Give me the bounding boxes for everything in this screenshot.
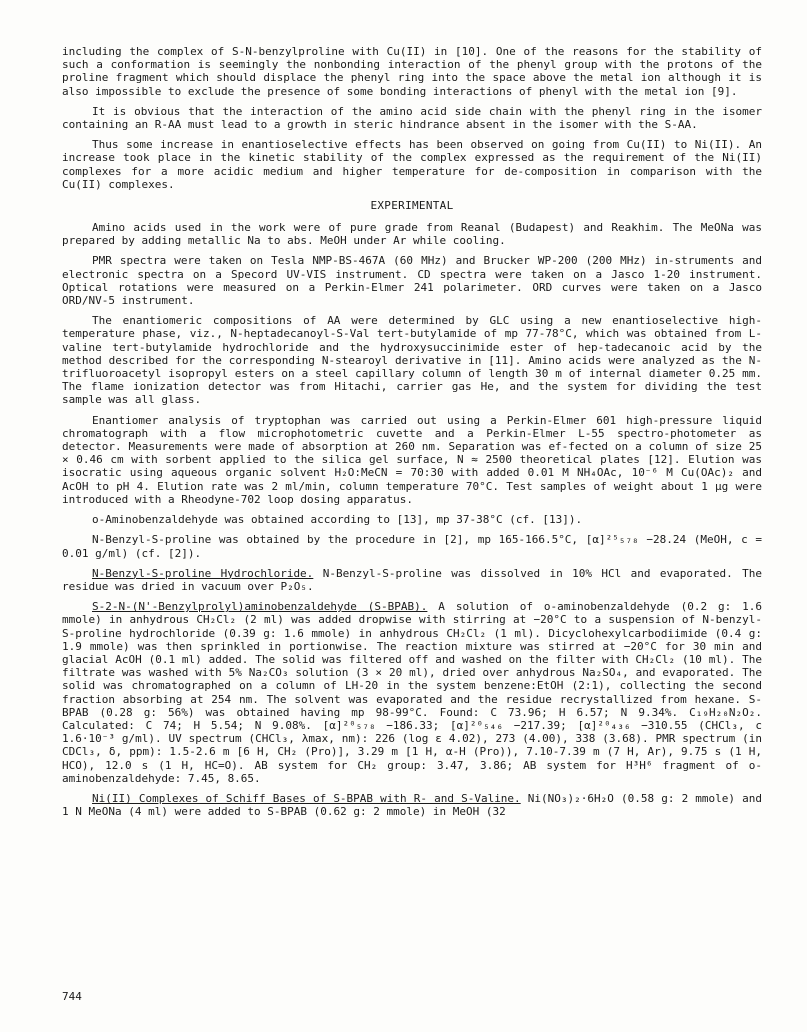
bpab-title: S-2-N-(N'-Benzylprolyl)aminobenzaldehyde (S-BPAB). <box>92 600 428 614</box>
paragraph-hydrochloride <box>62 567 762 593</box>
paragraph-glc: The enantiomeric compositions of AA were determined by GLC using a new enantioselective high-temperature phase, viz., N-heptadecanoyl-S-Val tert-butylamide of mp 77-78°C, which was obtained from L-valine tert-butylamide hydrochloride and the hydroxysuccinimide ester of hep-tadecanoic acid by the method described for the corresponding N-stearoyl derivative in [11]. Amino acids were analyzed as the N-trifluoroacetyl isopropyl esters on a steel capillary column of length 30 m of internal diameter 0.25 mm. The flame ionization detector was from Hitachi, carrier gas He, and the system for dividing the test sample was all glass. <box>62 314 762 407</box>
nickel-title: Ni(II) Complexes of Schiff Bases of S-BPAB with R- and S-Valine. <box>92 791 521 805</box>
paragraph-hplc: Enantiomer analysis of tryptophan was carried out using a Perkin-Elmer 601 high-pressure liquid chromatograph with a flow microphotometric cuvette and a Perkin-Elmer L-55 spectro-photometer as detector. Measurements were made of absorption at 260 nm. Separation was ef-fected on a column of size 25 × 0.46 cm with sorbent applied to the silica gel surface, N ≈ 2500 theoretical plates [12]. Elution was isocratic using aqueous organic solvent H₂O:MeCN = 70:30 with added 0.01 M NH₄OAc, 10⁻⁶ M Cu(OAc)₂ and AcOH to pH 4. Elution rate was 2 ml/min, column temperature 70°C. Test samples of weight about 1 μg were introduced with a Rheodyne-702 loop dosing apparatus. <box>62 413 762 506</box>
paragraph-materials: Amino acids used in the work were of pure grade from Reanal (Budapest) and Reakhim. The MeONa was prepared by adding metallic Na to abs. MeOH under Ar while cooling. <box>62 221 762 248</box>
bpab-text: A solution of o-aminobenzaldehyde (0.2 g: 1.6 mmole) in anhydrous CH₂Cl₂ (2 ml) was added dropwise with stirring at −20°C to a suspension of N-benzyl-S-proline hydrochloride (0.39 g: 1.6 mmole) in anhydrous CH₂Cl₂ (1 ml). Dicyclohexylcarbodiimide (0.4 g: 1.9 mmole) was then sprinkled in portionwise. The reaction mixture was stirred at −20°C for 30 min and glacial AcOH (0.1 ml) added. The solid was filtered off and washed on the filter with CH₂Cl₂ (10 ml). The filtrate was washed with 5% Na₂CO₃ solution (3 × 20 ml), dried over anhydrous Na₂SO₄, and evaporated. The solid was chromatographed on a column of LH-20 in the system benzene:EtOH (2:1), collecting the second fraction absorbing at 254 nm. The solvent was evaporated and the residue recrystallized from hexane. S-BPAB (0.28 g: 56%) was obtained having mp 98-99°C. Found: C 73.96; H 6.57; N 9.34%. C₁₉H₂₀N₂O₂. Calculated: C 74; H 5.54; N 9.08%. [α]²⁰₅₇₈ −186.33; [α]²⁰₅₄₆ −217.39; [α]²⁰₄₃₆ −310.55 (CHCl₃, c 1.6·10⁻³ g/ml). UV spectrum (CHCl₃, λmax, nm): 226 (log ε 4.02), 273 (4.00), 338 (3.68). PMR spectrum (in CDCl₃, δ, ppm): 1.5-2.6 m [6 H, CH₂ (Pro)], 3.29 m [1 H, α-H (Pro)), 7.10-7.39 m (7 H, Ar), 9.75 s (1 H, HCO), 12.0 s (1 H, HC=O). AB system for CH₂ group: 3.47, 3.86; AB system for H³H⁶ fragment of o-aminobenzaldehyde: 7.45, 8.65. <box>62 600 762 785</box>
paragraph-intro-3: Thus some increase in enantioselective effects has been observed on going from Cu(II) to Ni(II). An increase took place in the kinetic stability of the complex expressed as the requirement of the Ni(II) complexes for a more acidic medium and higher temperature for de-composition in comparison with the Cu(II) complexes. <box>62 138 762 191</box>
hydrochloride-title: N-Benzyl-S-proline Hydrochloride. <box>92 566 314 580</box>
paragraph-instruments: PMR spectra were taken on Tesla NMP-BS-467A (60 MHz) and Brucker WP-200 (200 MHz) in-struments and electronic spectra on a Specord UV-VIS instrument. CD spectra were taken on a Jasco 1-20 instrument. Optical rotations were measured on a Perkin-Elmer 241 polarimeter. ORD curves were taken on a Jasco ORD/NV-5 instrument. <box>62 254 762 308</box>
page-number: 744 <box>62 990 82 1003</box>
paragraph-nickel-complexes <box>62 792 762 818</box>
paragraph-intro-1: including the complex of S-N-benzylproline with Cu(II) in [10]. One of the reasons for the stability of such a conformation is seemingly the nonbonding interaction of the phenyl group with the protons of the proline fragment which should displace the phenyl ring into the space above the metal ion although it is also impossible to exclude the presence of some bonding interactions of phenyl with the metal ion [9]. <box>62 45 762 98</box>
section-heading-experimental: EXPERIMENTAL <box>370 199 454 213</box>
paragraph-intro-2: It is obvious that the interaction of the amino acid side chain with the phenyl ring in the isomer containing an R-AA must lead to a growth in steric hindrance absent in the isomer with the S-AA. <box>62 104 762 132</box>
paragraph-bpab <box>62 600 762 785</box>
paragraph-aminobenzaldehyde: o-Aminobenzaldehyde was obtained according to [13], mp 37-38°C (cf. [13]). <box>92 513 583 527</box>
nickel-text: Ni(NO₃)₂·6H₂O (0.58 g: 2 mmole) and 1 N MeONa (4 ml) were added to S-BPAB (0.62 g: 2 mmole) in MeOH (32 <box>62 791 762 819</box>
hydrochloride-text: N-Benzyl-S-proline was dissolved in 10% HCl and evaporated. The residue was dried in vacuum over P₂O₅. <box>62 566 763 593</box>
paragraph-benzylproline: N-Benzyl-S-proline was obtained by the procedure in [2], mp 165-166.5°C, [α]²⁵₅₇₈ −28.24 (MeOH, c = 0.01 g/ml) (cf. [2]). <box>62 533 762 560</box>
article-body <box>62 45 762 825</box>
